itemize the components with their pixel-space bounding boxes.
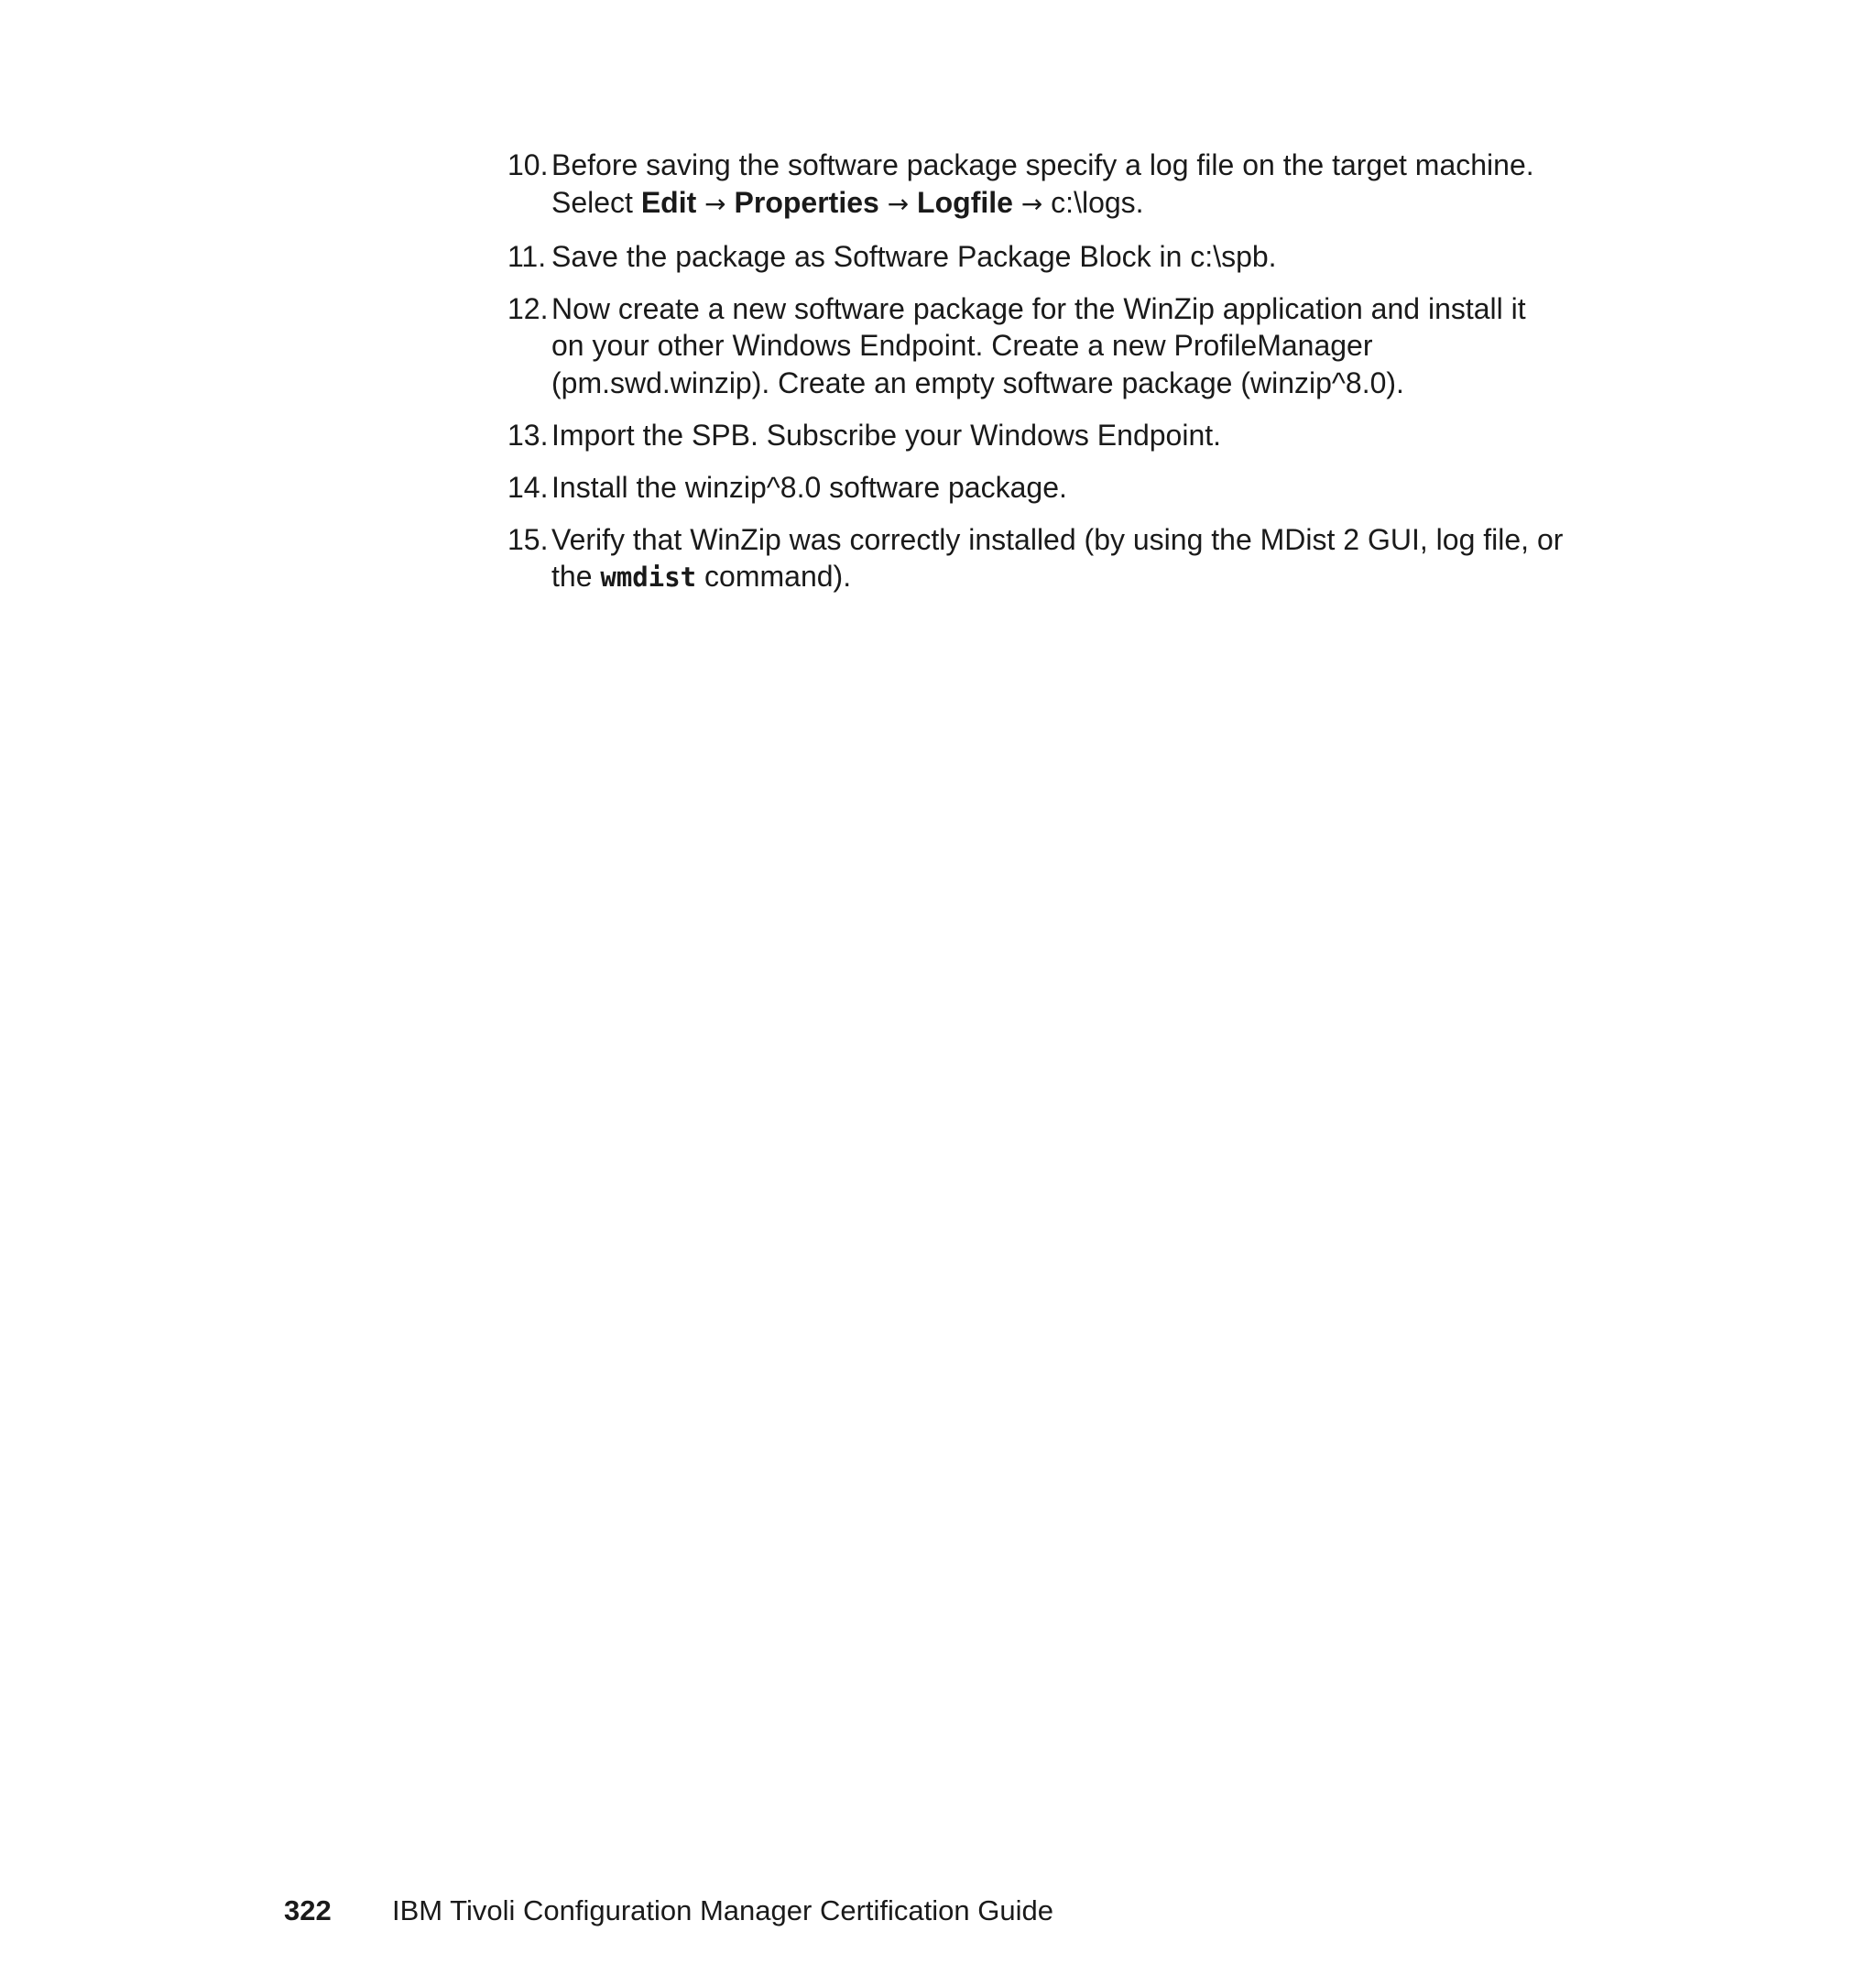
step-11 [507, 238, 1625, 276]
step-line: Before saving the software package specify a log file on the target machine. [551, 148, 1534, 181]
log-path: c:\logs. [1051, 185, 1144, 219]
arrow-right-icon: → [887, 188, 910, 219]
step-15 [507, 521, 1625, 596]
step-number: 10. [507, 148, 549, 181]
step-number: 15. [507, 522, 549, 556]
step-text [551, 147, 1625, 223]
step-13 [507, 417, 1625, 454]
step-number: 12. [507, 291, 549, 325]
procedure-steps [507, 147, 1625, 611]
menu-item-properties: Properties [734, 185, 879, 219]
step-line [551, 184, 1625, 224]
step-line: (pm.swd.winzip). Create an empty software package (winzip^8.0). [551, 366, 1404, 399]
page-number: 322 [284, 1894, 332, 1926]
step-number: 11. [507, 239, 547, 273]
arrow-right-icon: → [1020, 188, 1043, 219]
step-text [551, 290, 1625, 402]
menu-item-logfile: Logfile [917, 185, 1013, 219]
step-line: Import the SPB. Subscribe your Windows Endpoint. [551, 418, 1222, 452]
step-14 [507, 469, 1625, 507]
step-number: 14. [507, 470, 549, 504]
step-line: Now create a new software package for the WinZip application and install it [551, 291, 1526, 325]
step-line: on your other Windows Endpoint. Create a new ProfileManager [551, 329, 1373, 362]
book-title: IBM Tivoli Configuration Manager Certification Guide [392, 1894, 1053, 1926]
step-12 [507, 290, 1625, 402]
menu-item-edit: Edit [640, 185, 697, 219]
step-10 [507, 147, 1625, 223]
step-line [551, 558, 1625, 596]
page-footer [284, 1894, 1053, 1927]
line-suffix: command). [696, 560, 852, 593]
step-text [551, 469, 1625, 507]
step-line: Verify that WinZip was correctly installed (by using the MDist 2 GUI, log file, or [551, 522, 1564, 556]
step-text [551, 521, 1625, 596]
arrow-right-icon: → [704, 188, 726, 219]
line-prefix: the [551, 560, 601, 593]
step-line: Save the package as Software Package Block in c:\spb. [551, 239, 1277, 273]
step-line: Install the winzip^8.0 software package. [551, 470, 1067, 504]
step-text [551, 238, 1625, 276]
command-name: wmdist [600, 562, 697, 593]
select-label: Select [551, 185, 641, 219]
step-number: 13. [507, 418, 549, 452]
step-text [551, 417, 1625, 454]
